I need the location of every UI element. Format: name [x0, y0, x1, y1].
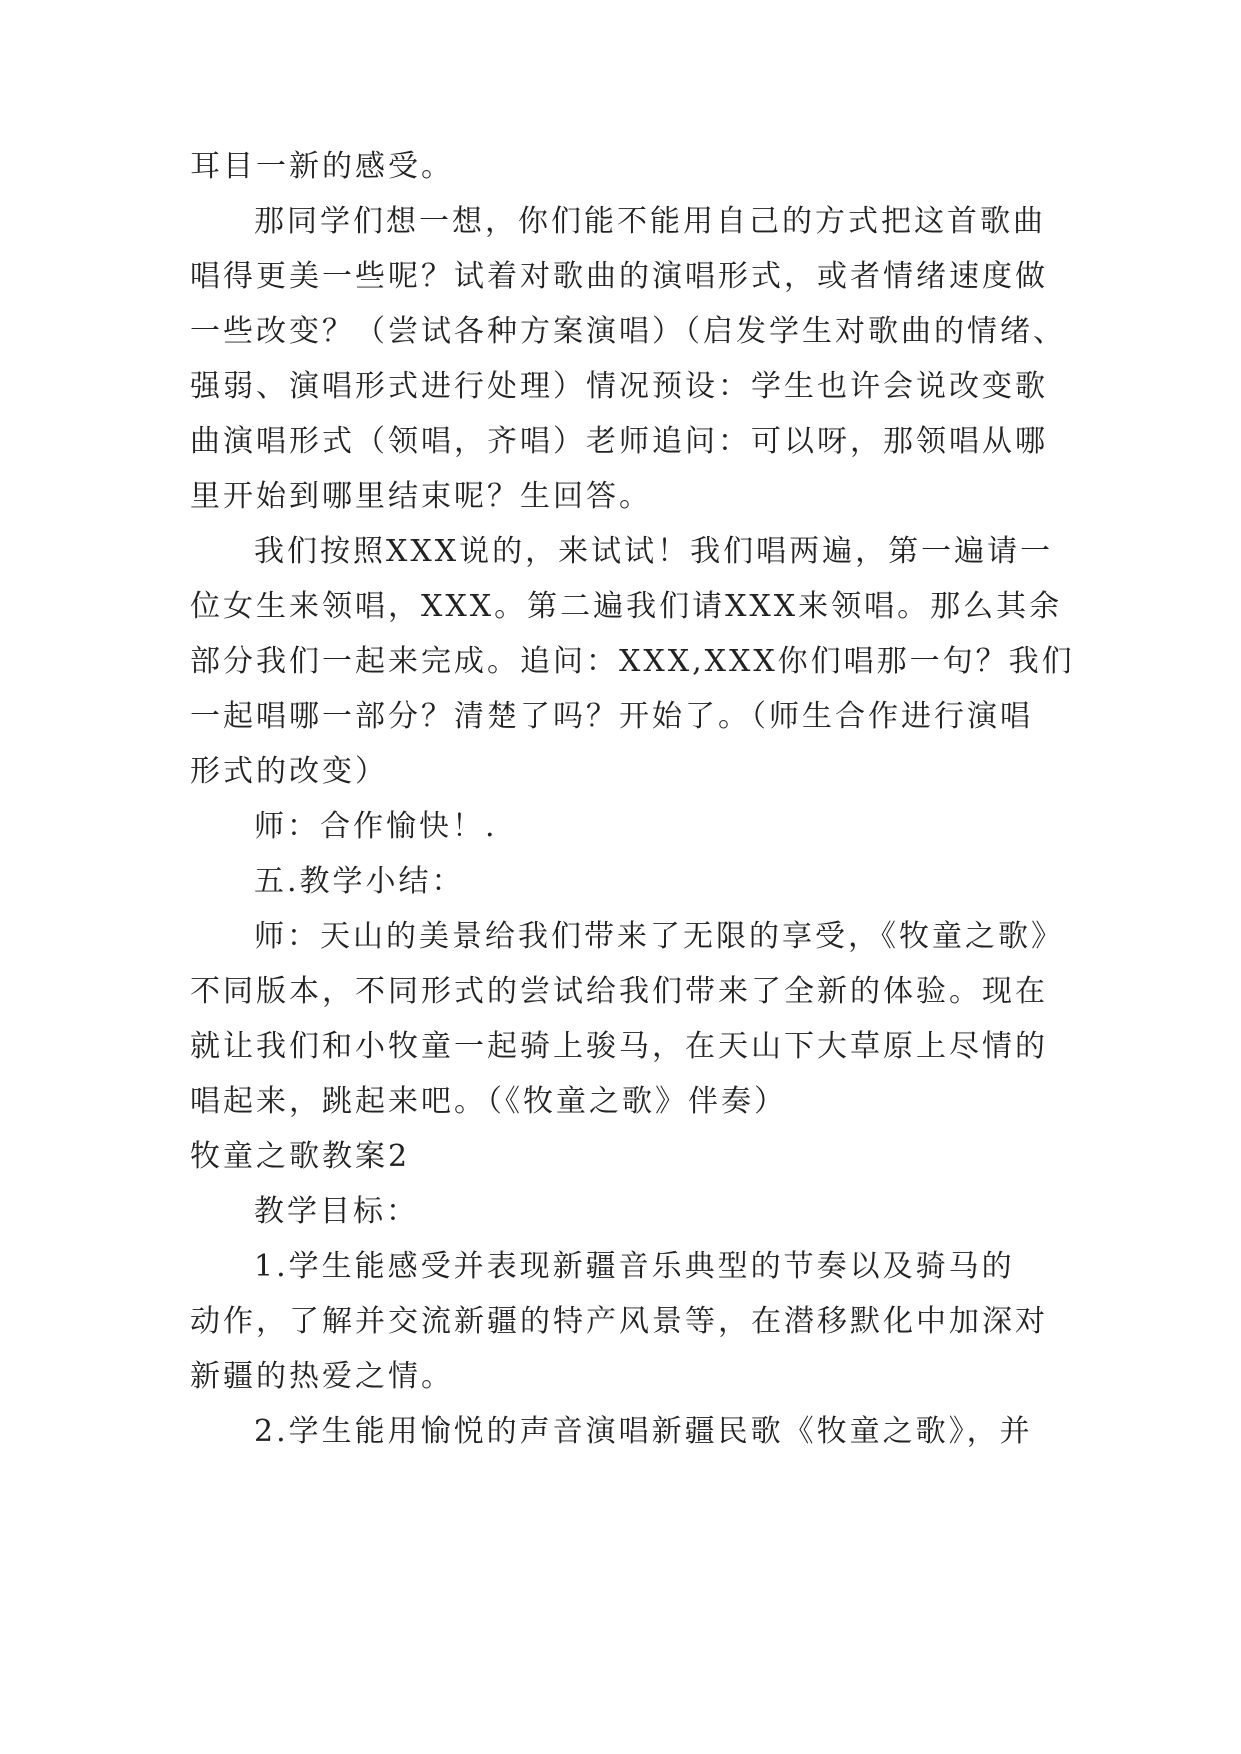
- text-line: 一起唱哪一部分？清楚了吗？开始了。（师生合作进行演唱: [190, 699, 1033, 734]
- section-heading: 五.教学小结：: [254, 864, 465, 899]
- text-line: 那同学们想一想，你们能不能用自己的方式把这首歌曲: [254, 204, 1046, 239]
- text-line: 形式的改变）: [190, 754, 388, 789]
- text-line: 唱起来，跳起来吧。（《牧童之歌》伴奏）: [190, 1084, 787, 1119]
- text-line: 不同版本，不同形式的尝试给我们带来了全新的体验。现在: [190, 974, 1048, 1009]
- text-line: 就让我们和小牧童一起骑上骏马，在天山下大草原上尽情的: [190, 1029, 1048, 1064]
- text-line: 我们按照XXX说的，来试试！我们唱两遍，第一遍请一: [254, 534, 1054, 569]
- text-line: 部分我们一起来完成。追问：XXX,XXX你们唱那一句？我们: [190, 644, 1075, 679]
- text-line: 2.学生能用愉悦的声音演唱新疆民歌《牧童之歌》，并: [254, 1414, 1033, 1449]
- text-line: 耳目一新的感受。: [190, 149, 454, 184]
- text-line: 一些改变？（尝试各种方案演唱）（启发学生对歌曲的情绪、: [190, 314, 1066, 349]
- section-heading: 教学目标：: [254, 1194, 419, 1229]
- text-line: 曲演唱形式（领唱，齐唱）老师追问：可以呀，那领唱从哪: [190, 424, 1048, 459]
- text-line: 里开始到哪里结束呢？生回答。: [190, 479, 652, 514]
- text-line: 1.学生能感受并表现新疆音乐典型的节奏以及骑马的: [254, 1249, 1015, 1284]
- text-line: 位女生来领唱，XXX。第二遍我们请XXX来领唱。那么其余: [190, 589, 1063, 624]
- text-line: 师：天山的美景给我们带来了无限的享受，《牧童之歌》: [254, 919, 1064, 954]
- text-line: 唱得更美一些呢？试着对歌曲的演唱形式，或者情绪速度做: [190, 259, 1048, 294]
- text-line: 动作，了解并交流新疆的特产风景等，在潜移默化中加深对: [190, 1304, 1048, 1339]
- text-line: 新疆的热爱之情。: [190, 1359, 454, 1394]
- text-line: 强弱、演唱形式进行处理）情况预设：学生也许会说改变歌: [190, 369, 1048, 404]
- text-line: 师：合作愉快！.: [254, 809, 498, 844]
- document-title: 牧童之歌教案2: [190, 1139, 411, 1174]
